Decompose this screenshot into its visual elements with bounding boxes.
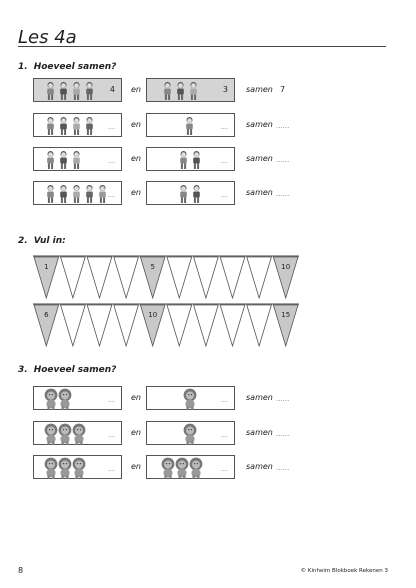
right-answer-field[interactable]: .... bbox=[220, 158, 228, 165]
children-figures bbox=[177, 184, 203, 204]
bunting-garland-2 bbox=[33, 300, 299, 350]
child-figure-icon bbox=[60, 82, 67, 100]
child-figure-icon bbox=[47, 117, 54, 135]
section-1-title: Hoeveel samen? bbox=[33, 62, 117, 72]
sum-row-connector: en bbox=[131, 188, 141, 197]
bunting-flag-blank[interactable] bbox=[114, 305, 139, 346]
bunting-flag-blank[interactable] bbox=[220, 257, 245, 298]
sum-row-sum-word: samen bbox=[246, 188, 273, 197]
lion-row-right-box bbox=[146, 455, 235, 479]
bunting-flag-blank[interactable] bbox=[167, 305, 192, 346]
child-figure-icon bbox=[86, 117, 93, 135]
child-figure-icon bbox=[180, 151, 187, 169]
bunting-flag-blank[interactable] bbox=[87, 305, 112, 346]
bunting-flag-blank[interactable] bbox=[220, 305, 245, 346]
sum-row-right-box bbox=[146, 147, 235, 171]
bunting-flag-blank[interactable] bbox=[114, 257, 139, 298]
lion-row-right-box bbox=[146, 386, 235, 410]
left-answer-field[interactable]: .... bbox=[107, 192, 115, 199]
lion-figures bbox=[183, 388, 197, 410]
section-2-heading bbox=[18, 236, 66, 246]
lion-row-right-box bbox=[146, 421, 235, 445]
right-answer-field[interactable]: .... bbox=[220, 397, 228, 404]
total-answer-field[interactable]: ...... bbox=[276, 190, 290, 198]
left-answer-field[interactable]: .... bbox=[107, 124, 115, 131]
lion-icon bbox=[162, 458, 175, 479]
lion-row-sum-word: samen bbox=[246, 393, 273, 402]
child-figure-icon bbox=[99, 185, 106, 203]
children-figures bbox=[183, 116, 196, 136]
bunting-flag-number: 10 bbox=[281, 263, 291, 271]
bunting-flag-blank[interactable] bbox=[167, 257, 192, 298]
lion-icon bbox=[59, 389, 72, 410]
lion-icon bbox=[73, 424, 86, 445]
lion-icon bbox=[59, 458, 72, 479]
page-title: Les 4a bbox=[18, 27, 77, 48]
lion-icon bbox=[184, 389, 197, 410]
child-figure-icon bbox=[73, 82, 80, 100]
left-answer-field[interactable]: .... bbox=[107, 466, 115, 473]
bunting-flag-number: 1 bbox=[44, 263, 49, 271]
section-2-title: Vul in: bbox=[33, 236, 66, 246]
left-answer-field[interactable]: .... bbox=[107, 158, 115, 165]
sum-row-connector: en bbox=[131, 154, 141, 163]
left-answer-field[interactable]: .... bbox=[107, 397, 115, 404]
bunting-flag-blank[interactable] bbox=[194, 257, 219, 298]
sum-row-left-box bbox=[33, 181, 122, 205]
child-figure-icon bbox=[73, 151, 80, 169]
sum-row-sum-word: samen bbox=[246, 154, 273, 163]
lion-row-left-box bbox=[33, 421, 122, 445]
lion-icon bbox=[45, 458, 58, 479]
sum-row-sum-word: samen bbox=[246, 85, 273, 94]
child-figure-icon bbox=[193, 151, 200, 169]
children-figures bbox=[177, 150, 203, 170]
sum-row-left-box bbox=[33, 113, 122, 137]
lion-figures bbox=[44, 423, 86, 445]
bunting-flag-blank[interactable] bbox=[247, 257, 272, 298]
right-answer-field[interactable]: .... bbox=[220, 124, 228, 131]
children-figures bbox=[161, 81, 200, 101]
lion-icon bbox=[45, 424, 58, 445]
sum-row-left-box bbox=[33, 78, 122, 102]
page-number: 8 bbox=[18, 566, 24, 575]
bunting-flag-blank[interactable] bbox=[61, 305, 86, 346]
total-answer-field[interactable]: ...... bbox=[276, 464, 290, 472]
total-answer-field[interactable]: ...... bbox=[276, 395, 290, 403]
children-figures bbox=[44, 116, 96, 136]
right-answer-field[interactable]: .... bbox=[220, 192, 228, 199]
lion-icon bbox=[45, 389, 58, 410]
bunting-flag-blank[interactable] bbox=[87, 257, 112, 298]
copyright-notice: © Kinheim Blokboek Rekenen 3 bbox=[300, 568, 388, 574]
child-figure-icon bbox=[60, 117, 67, 135]
child-figure-icon bbox=[47, 185, 54, 203]
sum-row-left-box bbox=[33, 147, 122, 171]
children-figures bbox=[44, 150, 83, 170]
lion-figures bbox=[161, 457, 203, 479]
bunting-flag-number: 5 bbox=[150, 263, 155, 271]
lion-icon bbox=[59, 424, 72, 445]
child-figure-icon bbox=[47, 82, 54, 100]
lion-icon bbox=[190, 458, 203, 479]
lion-icon bbox=[184, 424, 197, 445]
total-answer-field[interactable]: ...... bbox=[276, 430, 290, 438]
section-1-number: 1. bbox=[18, 62, 28, 72]
lion-row-left-box bbox=[33, 455, 122, 479]
child-figure-icon bbox=[73, 117, 80, 135]
sum-row-right-box bbox=[146, 181, 235, 205]
sum-row-sum-word: samen bbox=[246, 120, 273, 129]
bunting-flag-number: 15 bbox=[281, 311, 291, 319]
bunting-garland-1 bbox=[33, 252, 299, 302]
lion-figures bbox=[183, 423, 197, 445]
lion-icon bbox=[176, 458, 189, 479]
lion-row-connector: en bbox=[131, 393, 141, 402]
child-figure-icon bbox=[164, 82, 171, 100]
lion-figures bbox=[44, 388, 72, 410]
sum-row-right-box bbox=[146, 113, 235, 137]
right-answer-field[interactable]: .... bbox=[220, 432, 228, 439]
child-figure-icon bbox=[47, 151, 54, 169]
section-1-heading bbox=[18, 62, 116, 72]
right-answer-field: 3 bbox=[222, 85, 228, 94]
sum-row-connector: en bbox=[131, 85, 141, 94]
left-answer-field: 4 bbox=[109, 85, 115, 94]
total-answer-field[interactable]: ...... bbox=[276, 156, 290, 164]
section-3-number: 3. bbox=[18, 365, 28, 375]
bunting-flag-blank[interactable] bbox=[247, 305, 272, 346]
lion-row-connector: en bbox=[131, 462, 141, 471]
child-figure-icon bbox=[60, 185, 67, 203]
title-rule bbox=[18, 46, 386, 47]
right-answer-field[interactable]: .... bbox=[220, 466, 228, 473]
lion-figures bbox=[44, 457, 86, 479]
child-figure-icon bbox=[193, 185, 200, 203]
total-answer-field[interactable]: ...... bbox=[276, 122, 290, 130]
bunting-flag-number: 10 bbox=[148, 311, 158, 319]
bunting-flag-blank[interactable] bbox=[61, 257, 86, 298]
child-figure-icon bbox=[60, 151, 67, 169]
child-figure-icon bbox=[190, 82, 197, 100]
bunting-flag-number: 6 bbox=[44, 311, 49, 319]
children-figures bbox=[44, 81, 96, 101]
children-figures bbox=[44, 184, 109, 204]
child-figure-icon bbox=[86, 185, 93, 203]
lion-row-connector: en bbox=[131, 428, 141, 437]
child-figure-icon bbox=[180, 185, 187, 203]
left-answer-field[interactable]: .... bbox=[107, 432, 115, 439]
section-3-title: Hoeveel samen? bbox=[33, 365, 117, 375]
lion-icon bbox=[73, 458, 86, 479]
sum-row-right-box bbox=[146, 78, 235, 102]
lion-row-left-box bbox=[33, 386, 122, 410]
section-3-heading bbox=[18, 365, 116, 375]
child-figure-icon bbox=[186, 117, 193, 135]
child-figure-icon bbox=[73, 185, 80, 203]
lion-row-sum-word: samen bbox=[246, 462, 273, 471]
lion-row-sum-word: samen bbox=[246, 428, 273, 437]
bunting-flag-blank[interactable] bbox=[194, 305, 219, 346]
total-answer-field: 7 bbox=[280, 85, 286, 94]
child-figure-icon bbox=[177, 82, 184, 100]
child-figure-icon bbox=[86, 82, 93, 100]
section-2-number: 2. bbox=[18, 236, 28, 246]
sum-row-connector: en bbox=[131, 120, 141, 129]
